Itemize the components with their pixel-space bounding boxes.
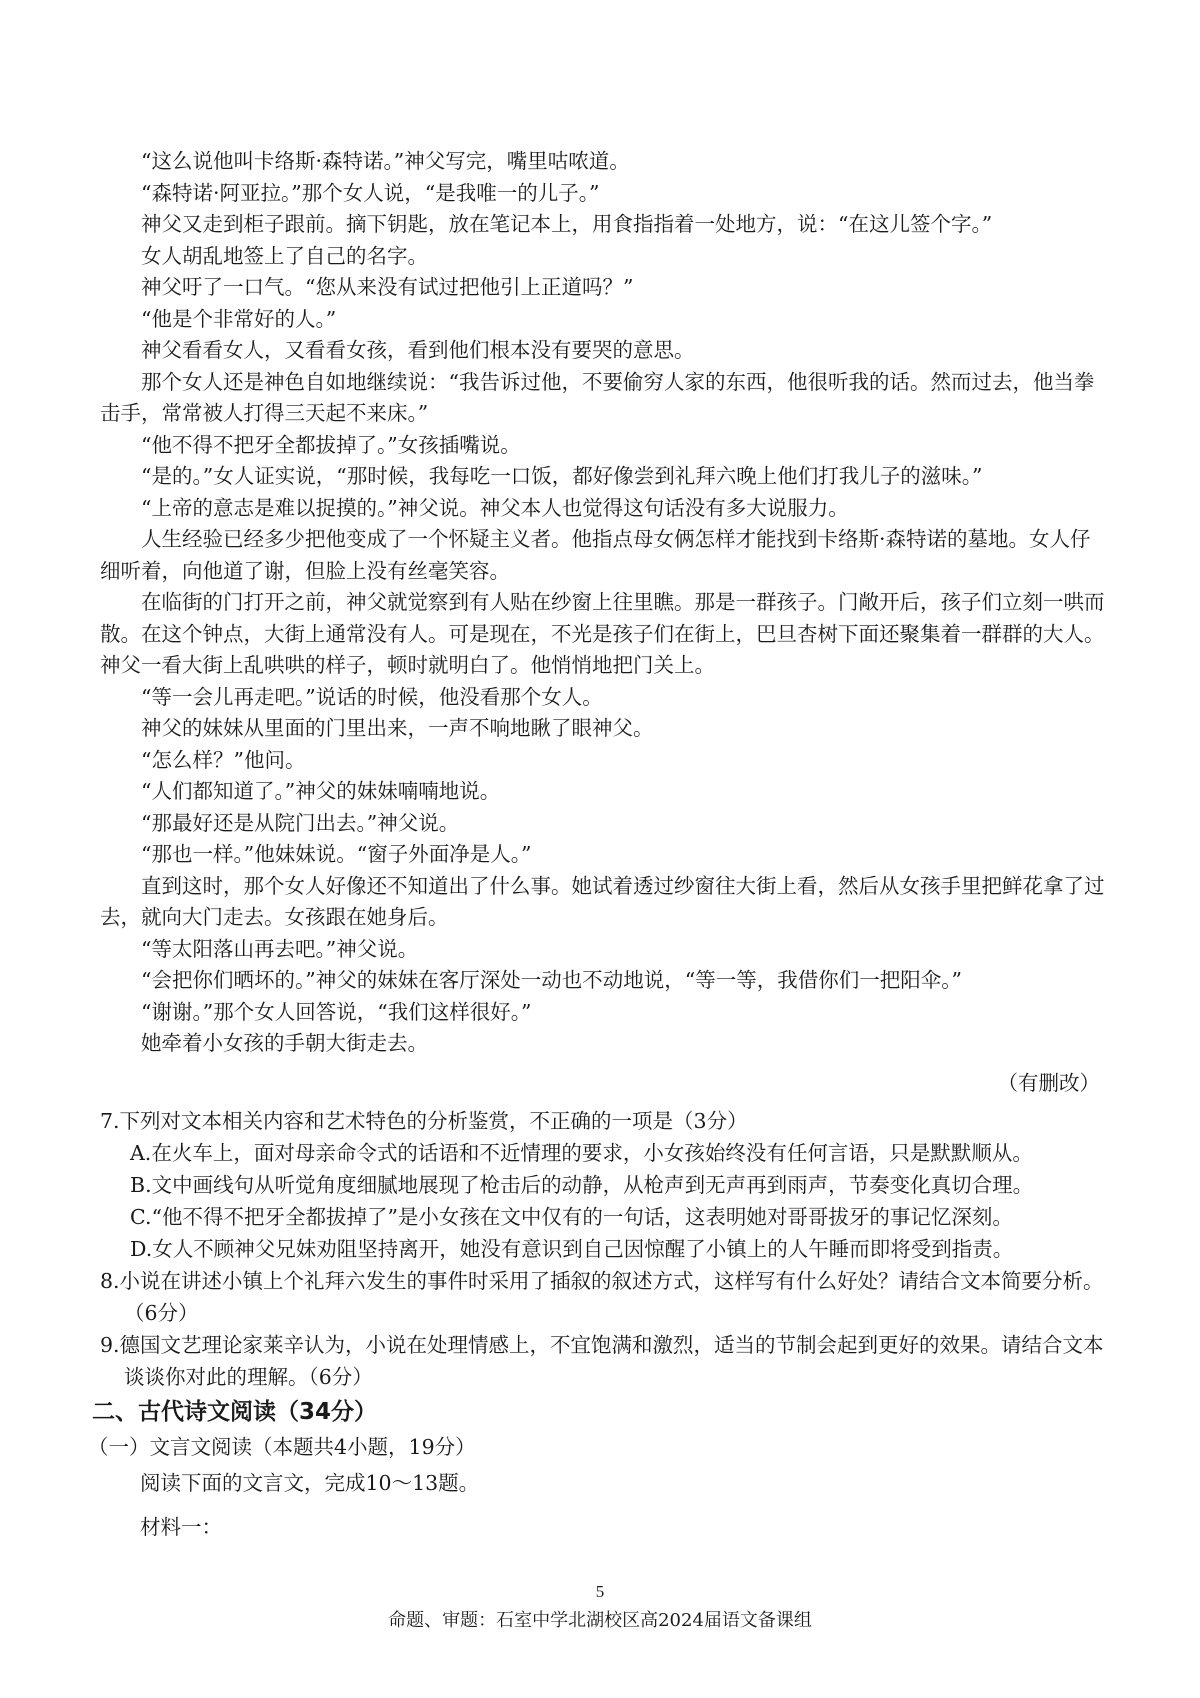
question-7-option-a: A.在火车上，面对母亲命令式的话语和不近情理的要求，小女孩始终没有任何言语，只是默默顺从。 [130,1141,1033,1165]
story-paragraph: 女人胡乱地签上了自己的名字。 [141,243,428,268]
question-7-option-c: C.“他不得不把牙全都拔掉了”是小女孩在文中仅有的一句话，这表明她对哥哥拔牙的事记忆深刻。 [130,1205,1013,1229]
story-paragraph: “怎么样？”他问。 [141,747,306,772]
question-7-option-b: B.文中画线句从听觉角度细腻地展现了枪击后的动静，从枪声到无声再到雨声，节奏变化真切合理。 [130,1173,1034,1197]
story-paragraph: “人们都知道了。”神父的妹妹喃喃地说。 [141,779,501,803]
story-paragraph: 神父看看女人，又看看女孩，看到他们根本没有要哭的意思。 [141,338,695,362]
story-paragraph: “那也一样。”他妹妹说。“窗子外面净是人。” [141,842,532,866]
story-paragraph: “等一会儿再走吧。”说话的时候，他没看那个女人。 [141,684,603,709]
story-paragraph: “他不得不把牙全都拔掉了。”女孩插嘴说。 [141,432,521,457]
story-paragraph: 在临街的门打开之前，神父就觉察到有人贴在纱窗上往里瞧。那是一群孩子。门敞开后，孩子们立刻一哄而散。在这个钟点，大街上通常没有人。可是现在，不光是孩子们在街上，巴旦杏树下面还聚集着一群群的大人。神父一看大街上乱哄哄的样子，顿时就明白了。他悄悄地把门关上。 [100,590,1105,677]
page-number: 5 [595,1582,605,1601]
section-2-subtitle: （一）文言文阅读（本题共4小题，19分） [88,1435,476,1459]
question-7 [100,1105,1108,1265]
story-paragraph: 神父又走到柜子跟前。摘下钥匙，放在笔记本上，用食指指着一处地方，说：“在这儿签个字。” [141,212,993,236]
edit-note: （有删改） [997,1070,1100,1095]
section-2-instruction: 阅读下面的文言文，完成10～13题。 [140,1471,480,1495]
story-paragraph: “是的。”女人证实说，“那时候，我每吃一口饭，都好像尝到礼拜六晚上他们打我儿子的滋味。” [141,464,983,488]
story-paragraph: “森特诺·阿亚拉。”那个女人说，“是我唯一的儿子。” [141,180,600,205]
story-paragraph: 直到这时，那个女人好像还不知道出了什么事。她试着透过纱窗往大街上看，然后从女孩手里把鲜花拿了过去，就向大门走去。女孩跟在她身后。 [100,873,1105,929]
story-text [100,146,1108,1060]
story-paragraph: “他是个非常好的人。” [141,306,337,331]
story-paragraph: “那最好还是从院门出去。”神父说。 [141,810,460,835]
story-paragraph: “这么说他叫卡络斯·森特诺。”神父写完，嘴里咕哝道。 [141,149,630,173]
story-paragraph: 她牵着小女孩的手朝大街走去。 [141,1031,428,1055]
footer-credit: 命题、审题：石室中学北湖校区高2024届语文备课组 [388,1610,812,1631]
material-one-label: 材料一： [140,1515,222,1539]
question-8: 8.小说在讲述小镇上个礼拜六发生的事件时采用了插叙的叙述方式，这样写有什么好处？请结合文本简要分析。（6分） [100,1269,1104,1325]
story-paragraph: 神父吁了一口气。“您从来没有试过把他引上正道吗？” [141,275,634,299]
story-paragraph: 人生经验已经多少把他变成了一个怀疑主义者。他指点母女俩怎样才能找到卡络斯·森特诺的墓地。女人仔细听着，向他道了谢，但脸上没有丝毫笑容。 [100,527,1091,583]
story-paragraph: 神父的妹妹从里面的门里出来，一声不响地瞅了眼神父。 [141,716,654,740]
section-2-title: 二、古代诗文阅读（34分） [92,1399,378,1425]
story-paragraph: “会把你们晒坏的。”神父的妹妹在客厅深处一动也不动地说，“等一等，我借你们一把阳伞。” [141,968,962,992]
story-paragraph: “上帝的意志是难以捉摸的。”神父说。神父本人也觉得这句话没有多大说服力。 [141,495,849,520]
story-paragraph: “谢谢。”那个女人回答说，“我们这样很好。” [141,999,532,1024]
question-7-stem: 7.下列对文本相关内容和艺术特色的分析鉴赏，不正确的一项是（3分） [100,1109,748,1133]
question-9: 9.德国文艺理论家莱辛认为，小说在处理情感上，不宜饱满和激烈，适当的节制会起到更好的效果。请结合文本谈谈你对此的理解。（6分） [100,1333,1104,1389]
story-paragraph: “等太阳落山再去吧。”神父说。 [141,936,419,961]
story-paragraph: 那个女人还是神色自如地继续说：“我告诉过他，不要偷穷人家的东西，他很听我的话。然而过去，他当拳击手，常常被人打得三天起不来床。” [100,369,1095,425]
question-7-option-d: D.女人不顾神父兄妹劝阻坚持离开，她没有意识到自己因惊醒了小镇上的人午睡而即将受到指责。 [130,1237,1014,1261]
